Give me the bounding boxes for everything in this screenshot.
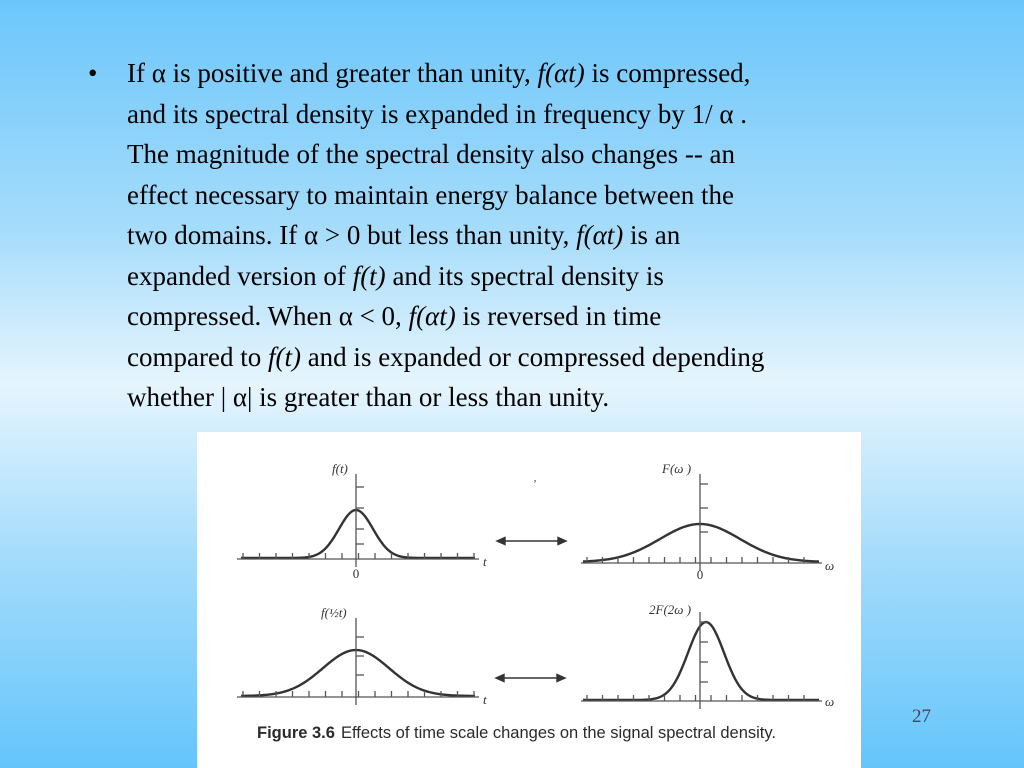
text-segment: is compressed, <box>584 58 751 88</box>
math-expression: f(αt) <box>576 220 624 250</box>
panel-tl-curve <box>241 510 475 558</box>
panel-tr-curve <box>583 524 819 562</box>
panel-tr-ylabel: F(ω ) <box>662 461 692 476</box>
text-segment: effect necessary to maintain energy balance between the <box>127 179 734 210</box>
transform-arrow-top <box>497 538 566 545</box>
text-line <box>127 256 957 297</box>
text-segment: and is expanded or compressed depending <box>300 341 765 372</box>
panel-bl-curve <box>241 650 475 696</box>
text-line <box>127 337 957 378</box>
text-line <box>127 377 957 418</box>
panel-br-ylabel: 2F(2ω ) <box>649 602 692 617</box>
text-line <box>127 215 957 256</box>
math-expression: f(αt) <box>408 301 456 331</box>
text-segment: is an <box>623 220 681 250</box>
math-expression: f(αt) <box>537 58 585 88</box>
panel-tl-xlabel: t <box>483 554 487 569</box>
slide-number: 27 <box>912 706 931 727</box>
panel-tl-origin: 0 <box>352 566 360 581</box>
figure-3-6 <box>197 432 861 768</box>
figure-graphic <box>197 432 861 768</box>
panel-tr-xlabel: ω <box>825 558 835 573</box>
math-expression: f(t) <box>352 260 386 291</box>
text-segment: is reversed in time <box>455 301 662 331</box>
math-expression: f(t) <box>267 341 301 372</box>
text-line <box>127 134 957 175</box>
figure-caption <box>257 724 776 743</box>
text-segment: expanded version of <box>127 260 353 291</box>
text-segment: two domains. If α > 0 but less than unity, <box>127 220 577 250</box>
text-segment: The magnitude of the spectral density also changes -- an <box>127 139 736 169</box>
bullet-marker: • <box>88 58 98 88</box>
text-segment: and its spectral density is <box>385 260 664 291</box>
figure-caption-label: Figure 3.6 <box>257 724 335 742</box>
text-segment: whether | α| is greater than or less than unity. <box>127 382 610 412</box>
text-line <box>127 175 957 216</box>
panel-bl-ylabel: f(½t) <box>321 605 347 620</box>
stray-mark: ʼ <box>533 477 537 491</box>
panel-bl-xlabel: t <box>483 692 487 707</box>
panel-tr-origin: 0 <box>696 567 704 582</box>
text-line <box>127 53 957 94</box>
slide-body-text <box>127 53 957 418</box>
panel-br-curve <box>583 622 819 700</box>
text-segment: compared to <box>127 341 268 372</box>
text-segment: If α is positive and greater than unity, <box>127 58 538 88</box>
transform-arrow-bottom <box>496 675 565 682</box>
text-line <box>127 296 957 337</box>
panel-br-xlabel: ω <box>825 694 835 709</box>
text-segment: and its spectral density is expanded in frequency by 1/ α . <box>127 98 747 129</box>
text-line <box>127 94 957 135</box>
panel-tl-ylabel: f(t) <box>332 461 348 476</box>
text-segment: compressed. When α < 0, <box>127 301 409 331</box>
figure-caption-text: Effects of time scale changes on the signal spectral density. <box>340 724 776 742</box>
